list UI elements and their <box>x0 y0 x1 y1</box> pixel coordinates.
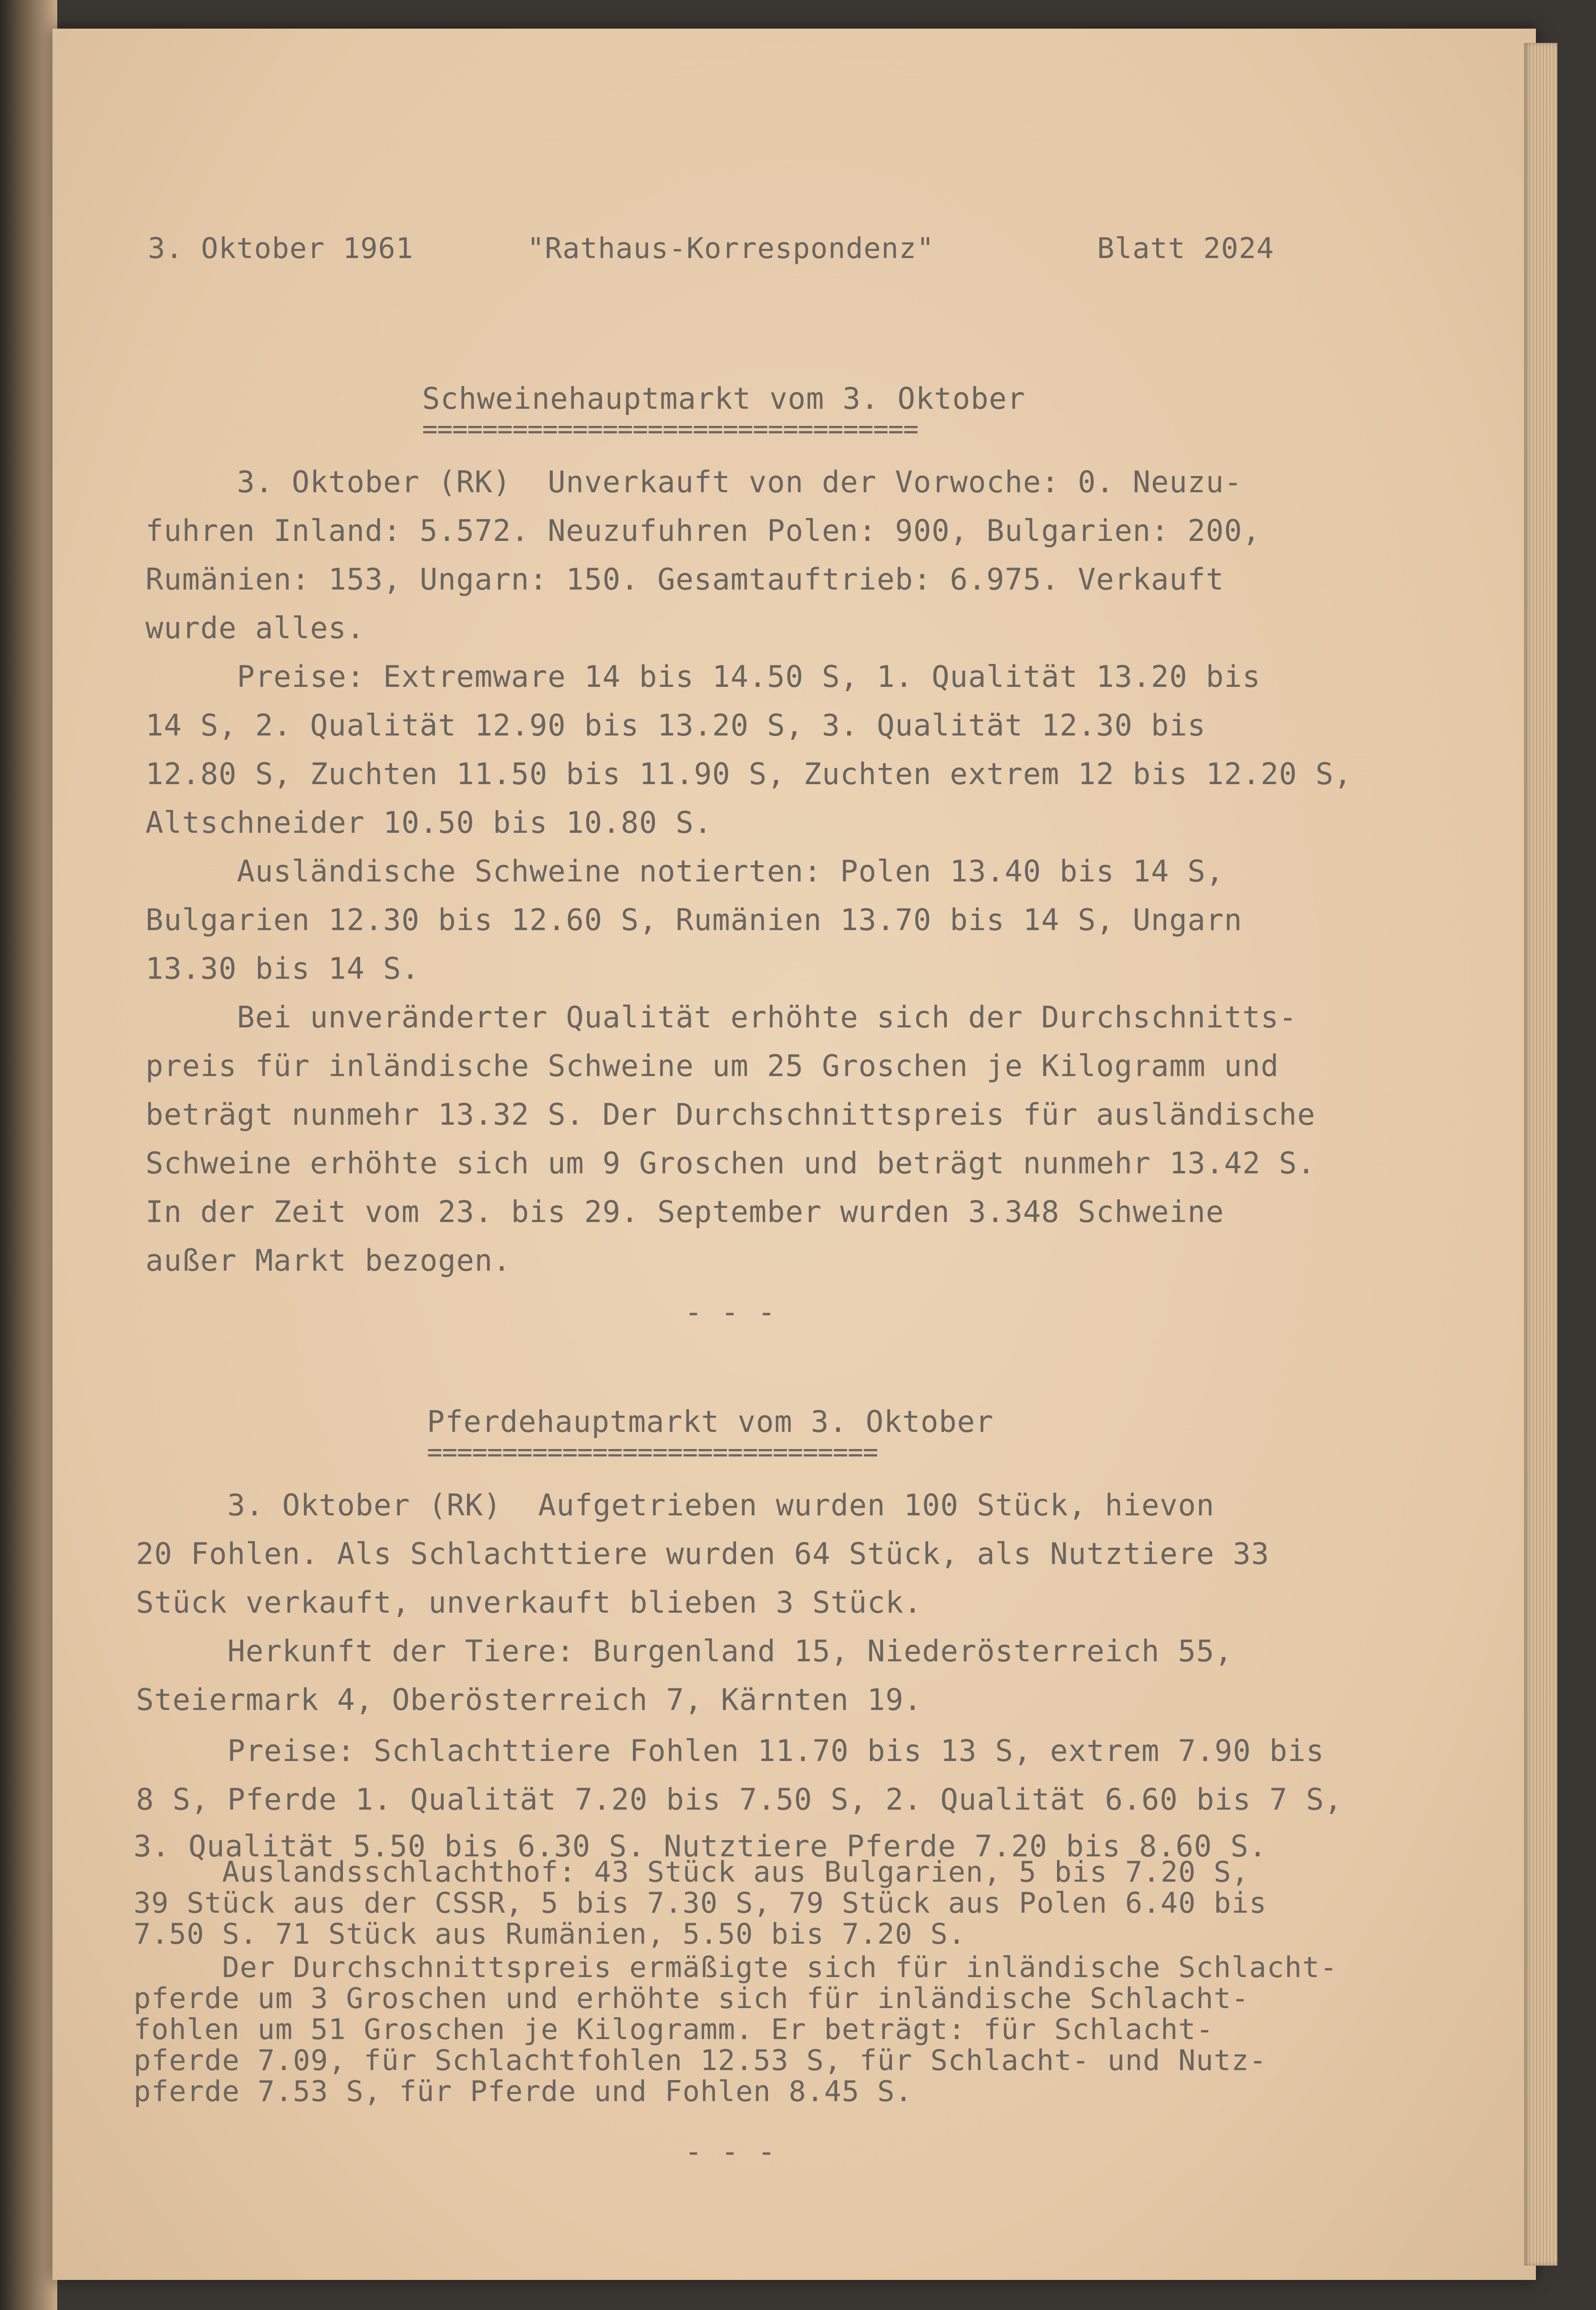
section1-line: Preise: Extremware 14 bis 14.50 S, 1. Qualität 13.20 bis <box>145 659 1261 694</box>
section1-line: Schweine erhöhte sich um 9 Groschen und beträgt nunmehr 13.42 S. <box>145 1146 1316 1181</box>
section2-line: 8 S, Pferde 1. Qualität 7.20 bis 7.50 S, 2. Qualität 6.60 bis 7 S, <box>136 1782 1343 1817</box>
header-date: 3. Oktober 1961 <box>148 232 414 265</box>
section2-line-compressed: pferde 7.53 S, für Pferde und Fohlen 8.45 S. <box>134 2075 913 2108</box>
section2-line-compressed: 7.50 S. 71 Stück aus Rumänien, 5.50 bis 7.20 S. <box>134 1917 966 1951</box>
section2-line-compressed: Auslandsschlachthof: 43 Stück aus Bulgarien, 5 bis 7.20 S, <box>134 1855 1249 1889</box>
section2-line-compressed: Der Durchschnittspreis ermäßigte sich für inländische Schlacht- <box>134 1951 1338 1984</box>
section2-title: Pferdehauptmarkt vom 3. Oktober <box>427 1404 994 1439</box>
section1-underline: ================================= <box>422 414 918 444</box>
header-sheet: Blatt 2024 <box>1097 232 1275 265</box>
section2-line: Preise: Schlachttiere Fohlen 11.70 bis 13 S, extrem 7.90 bis <box>136 1733 1325 1768</box>
header-publication: "Rathaus-Korrespondenz" <box>527 232 934 265</box>
section2-underline: ============================== <box>427 1437 878 1467</box>
section1-line: fuhren Inland: 5.572. Neuzufuhren Polen: 900, Bulgarien: 200, <box>145 513 1261 548</box>
section1-line: beträgt nunmehr 13.32 S. Der Durchschnittspreis für ausländische <box>145 1097 1316 1132</box>
section1-separator: - - - <box>684 1295 776 1329</box>
section1-line: In der Zeit vom 23. bis 29. September wurden 3.348 Schweine <box>145 1194 1224 1229</box>
section2-line-compressed: pferde um 3 Groschen und erhöhte sich für inländische Schlacht- <box>134 1982 1249 2015</box>
section1-line: Ausländische Schweine notierten: Polen 13.40 bis 14 S, <box>145 854 1224 889</box>
section1-line: 3. Oktober (RK) Unverkauft von der Vorwoche: 0. Neuzu- <box>145 465 1243 499</box>
book-binding <box>0 0 57 2310</box>
section2-line-compressed: fohlen um 51 Groschen je Kilogramm. Er beträgt: für Schlacht- <box>134 2013 1214 2046</box>
section1-title: Schweinehauptmarkt vom 3. Oktober <box>422 381 1026 416</box>
section2-line: 3. Oktober (RK) Aufgetrieben wurden 100 Stück, hievon <box>136 1488 1215 1523</box>
section2-line: Steiermark 4, Oberösterreich 7, Kärnten 19. <box>136 1682 922 1717</box>
section2-separator: - - - <box>684 2134 776 2169</box>
section2-line: Herkunft der Tiere: Burgenland 15, Niederösterreich 55, <box>136 1634 1233 1668</box>
section2-line-compressed: 39 Stück aus der CSSR, 5 bis 7.30 S, 79 Stück aus Polen 6.40 bis <box>134 1886 1267 1920</box>
section1-line: 14 S, 2. Qualität 12.90 bis 13.20 S, 3. Qualität 12.30 bis <box>145 708 1206 743</box>
section1-line: außer Markt bezogen. <box>145 1243 511 1278</box>
section2-line: 20 Fohlen. Als Schlachttiere wurden 64 Stück, als Nutztiere 33 <box>136 1536 1270 1571</box>
section1-line: 13.30 bis 14 S. <box>145 951 420 986</box>
page-edges <box>1524 43 1557 2266</box>
section1-line: Altschneider 10.50 bis 10.80 S. <box>145 805 713 840</box>
section2-line: 3. Qualität 5.50 bis 6.30 S. Nutztiere Pferde 7.20 bis 8.60 S. <box>134 1829 1267 1864</box>
section1-line: Bei unveränderter Qualität erhöhte sich der Durchschnitts- <box>145 1000 1297 1035</box>
section1-line: 12.80 S, Zuchten 11.50 bis 11.90 S, Zuchten extrem 12 bis 12.20 S, <box>145 756 1352 791</box>
section1-line: Bulgarien 12.30 bis 12.60 S, Rumänien 13.70 bis 14 S, Ungarn <box>145 902 1243 937</box>
section1-line: wurde alles. <box>145 611 365 645</box>
section2-line: Stück verkauft, unverkauft blieben 3 Stück. <box>136 1585 922 1620</box>
section1-line: Rumänien: 153, Ungarn: 150. Gesamtauftrieb: 6.975. Verkauft <box>145 562 1224 597</box>
section2-line-compressed: pferde 7.09, für Schlachtfohlen 12.53 S, für Schlacht- und Nutz- <box>134 2044 1267 2077</box>
section1-line: preis für inländische Schweine um 25 Groschen je Kilogramm und <box>145 1048 1279 1083</box>
